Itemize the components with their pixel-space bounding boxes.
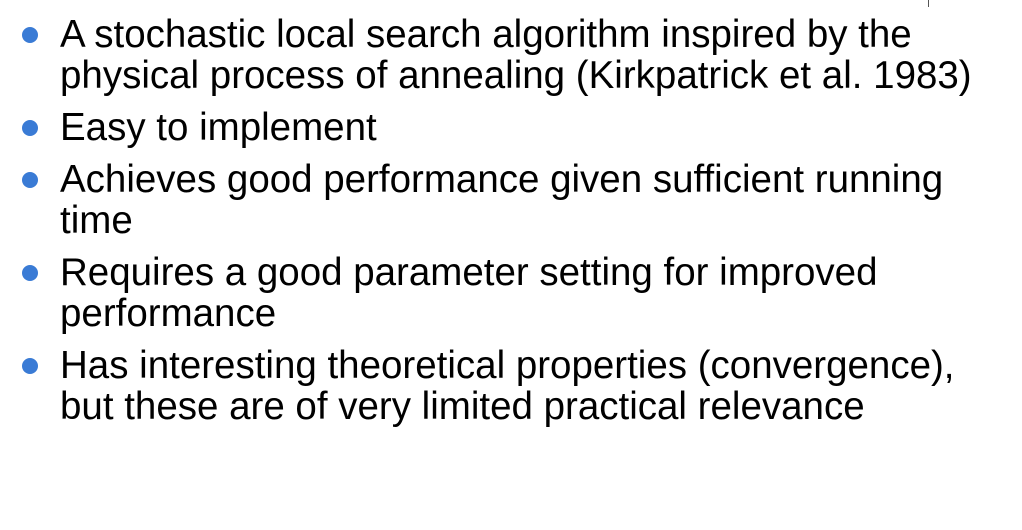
bullet-item	[20, 159, 1010, 241]
bullet-dot-icon	[22, 120, 38, 136]
bullet-text: Easy to implement	[60, 106, 377, 149]
bullet-item	[20, 14, 1010, 96]
bullet-text: Requires a good parameter setting for improved performance	[60, 251, 878, 335]
bullet-dot-icon	[22, 172, 38, 188]
bullet-item	[20, 107, 1010, 148]
bullet-dot-icon	[22, 358, 38, 374]
bullet-dot-icon	[22, 27, 38, 43]
bullet-list	[20, 14, 1010, 438]
bullet-text: Achieves good performance given sufficient running time	[60, 158, 944, 242]
bullet-item	[20, 252, 1010, 334]
bullet-text: Has interesting theoretical properties (convergence), but these are of very limited practical relevance	[60, 344, 955, 428]
bullet-text: A stochastic local search algorithm inspired by the physical process of annealing (Kirkpatrick et al. 1983)	[60, 13, 972, 97]
edge-mark	[928, 0, 929, 7]
bullet-item	[20, 345, 1010, 427]
bullet-dot-icon	[22, 265, 38, 281]
